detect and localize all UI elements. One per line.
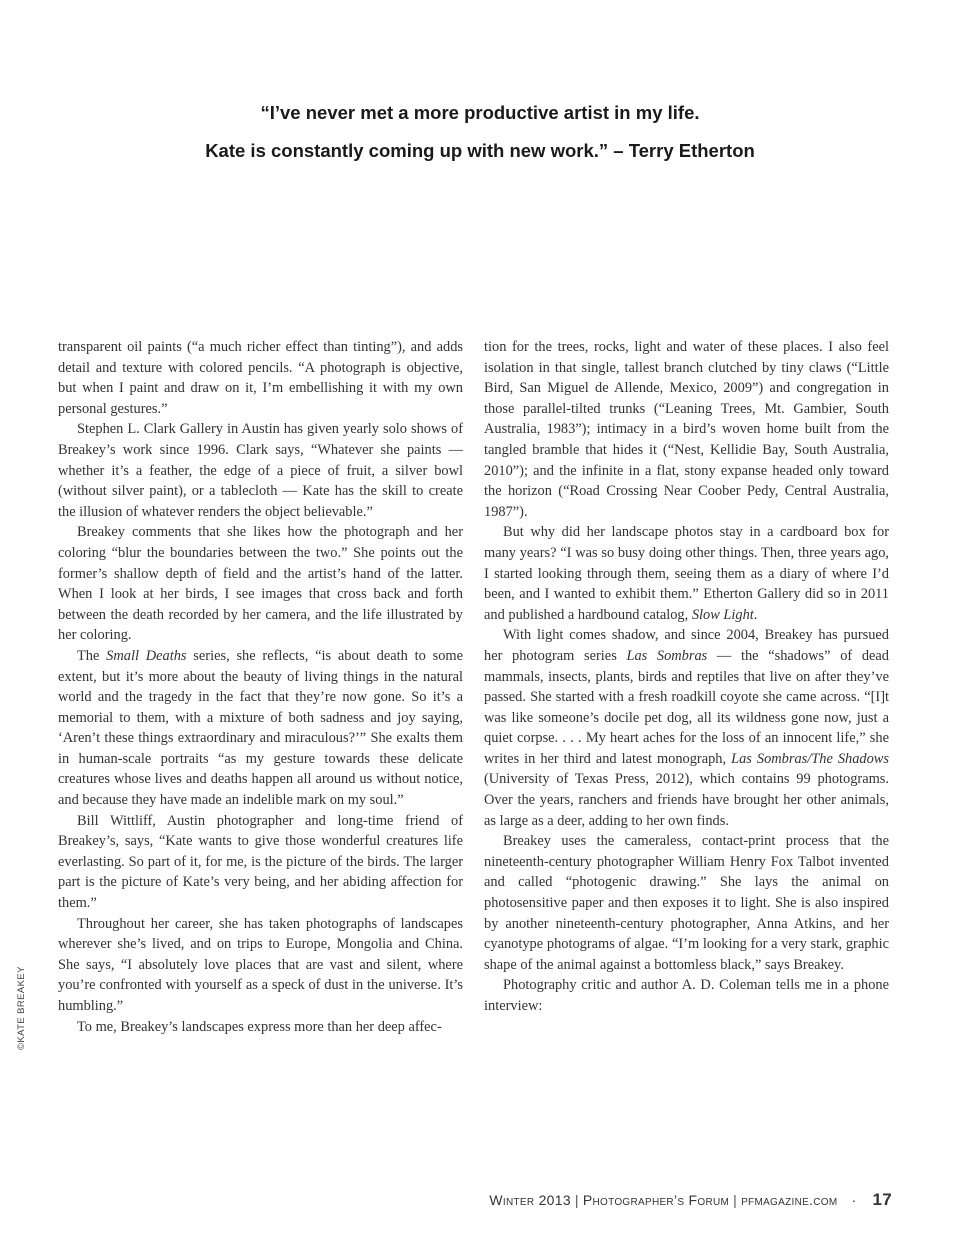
series-title: Small Deaths bbox=[106, 647, 187, 664]
text: The bbox=[77, 647, 107, 664]
pull-quote-line-1: “I’ve never met a more productive artist in my life. bbox=[260, 102, 700, 123]
series-title: Las Sombras bbox=[626, 647, 708, 664]
text: With light comes shadow, and since 2004, Breakey has pursued her photogram series bbox=[484, 627, 889, 664]
right-column bbox=[484, 337, 889, 1017]
paragraph: Breakey comments that she likes how the photograph and her coloring “blur the boundaries between the two.” She points out the former’s shallow depth of field and the artist’s hand of the latter. When I look at her birds, I see images that cross back and forth between the death recorded by her camera, and the life illustrated by her coloring. bbox=[58, 524, 463, 644]
paragraph: Throughout her career, she has taken photographs of landscapes wherever she’s lived, and on trips to Europe, Mongolia and China. She says, “I absolutely love places that are vast and silent, where you’re confronted with yourself as a speck of dust in the universe. It’s humbling.” bbox=[58, 915, 463, 1014]
footer-bullet: · bbox=[851, 1192, 857, 1208]
text: series, she reflects, “is about death to some extent, but it’s more about the beauty of living things in the natural world and the tragedy in the fact that they’re now gone. So it’s a memorial to them, with a mixture of both sadness and joy saying, ‘Aren’t these things extraordinary and miraculous?’” She exalts them in human-scale portraits “as my gesture towards these delicate creatures whose lives and deaths happen all around us without notice, and because they have made an indelible mark on my soul.” bbox=[58, 647, 463, 809]
footer-magazine: Photographer’s Forum bbox=[582, 1192, 730, 1208]
text: . bbox=[753, 606, 758, 623]
pull-quote-line-2: Kate is constantly coming up with new work.” – Terry Etherton bbox=[205, 140, 755, 161]
catalog-title: Slow Light bbox=[691, 606, 754, 623]
paragraph: Bill Wittliff, Austin photographer and long-time friend of Breakey’s, says, “Kate wants to give those wonderful creatures life everlasting. So part of it, for me, is the picture of the birds. The larger part is the picture of Kate’s very being, and her abiding affection for them.” bbox=[58, 812, 463, 912]
footer-website: pfmagazine.com bbox=[741, 1192, 838, 1208]
page-number: 17 bbox=[872, 1190, 892, 1209]
paragraph: Photography critic and author A. D. Coleman tells me in a phone interview: bbox=[484, 977, 889, 1014]
text: (University of Texas Press, 2012), which contains 99 photograms. Over the years, ranchers and friends have brought her other animals, as large as a deer, adding to her own finds. bbox=[484, 771, 889, 829]
left-column bbox=[58, 337, 463, 1037]
footer-issue: Winter 2013 bbox=[489, 1192, 571, 1208]
text: But why did her landscape photos stay in a cardboard box for many years? “I was so busy doing other things. Then, three years ago, I started looking through them, seeing them as a diary of where I’d been, and I wanted to exhibit them.” Etherton Gallery did so in 2011 and published a hardbound catalog, bbox=[484, 524, 889, 623]
paragraph bbox=[484, 625, 889, 831]
paragraph: transparent oil paints (“a much richer effect than tinting”), and adds detail and texture with colored pencils. “A photograph is objective, but when I paint and draw on it, I’m embellishing it with my own personal gestures.” bbox=[58, 339, 463, 417]
paragraph bbox=[58, 646, 463, 811]
paragraph: Breakey uses the cameraless, contact-print process that the nineteenth-century photographer William Henry Fox Talbot invented and called “photogenic drawing.” She lays the animal on photosensitive paper and then exposes it to light. She is also inspired by another nineteenth-century photographer, Anna Atkins, and her cyanotype photograms of algae. “I’m looking for a very stark, graphic shape of the animal against a bottomless black,” says Breakey. bbox=[484, 833, 889, 973]
book-title: Las Sombras/The Shadows bbox=[731, 750, 889, 767]
paragraph: tion for the trees, rocks, light and water of these places. I also feel isolation in that single, tallest branch clutched by tiny claws (“Little Bird, San Miguel de Allende, Mexico, 2009”) and congregation in those parallel-tilted trunks (“Leaning Trees, Mt. Gambier, South Australia, 1983”); intimacy in a bird’s woven home built from the tangled bramble that hides it (“Nest, Kellidie Bay, South Australia, 2010”); and the infinite in a flat, stony expanse headed only toward the horizon (“Road Crossing Near Coober Pedy, Central Australia, 1987”). bbox=[484, 339, 889, 520]
page-footer bbox=[489, 1190, 892, 1210]
footer-separator: | bbox=[733, 1192, 738, 1208]
text: — the “shadows” of dead mammals, insects, plants, birds and reptiles that live on after they’ve passed. She started with a fresh roadkill coyote she came across. “[I]t was like someone’s docile pet dog, all its wildness gone now, just a quiet corpse. . . . My heart aches for the loss of an innocent life,” she writes in her third and latest monograph, bbox=[484, 647, 890, 767]
paragraph: To me, Breakey’s landscapes express more than her deep affec- bbox=[77, 1018, 442, 1035]
paragraph: Stephen L. Clark Gallery in Austin has given yearly solo shows of Breakey’s work since 1996. Clark says, “Whatever she paints — whether it’s a feather, the edge of a piece of fruit, a silver bowl (without silver paint), or a tablecloth — Kate has the skill to create the illusion of whatever renders the object believable.” bbox=[58, 421, 463, 520]
footer-separator: | bbox=[574, 1192, 579, 1208]
pull-quote bbox=[0, 94, 960, 170]
paragraph bbox=[484, 522, 889, 625]
photo-credit: ©KATE BREAKEY bbox=[16, 966, 27, 1050]
